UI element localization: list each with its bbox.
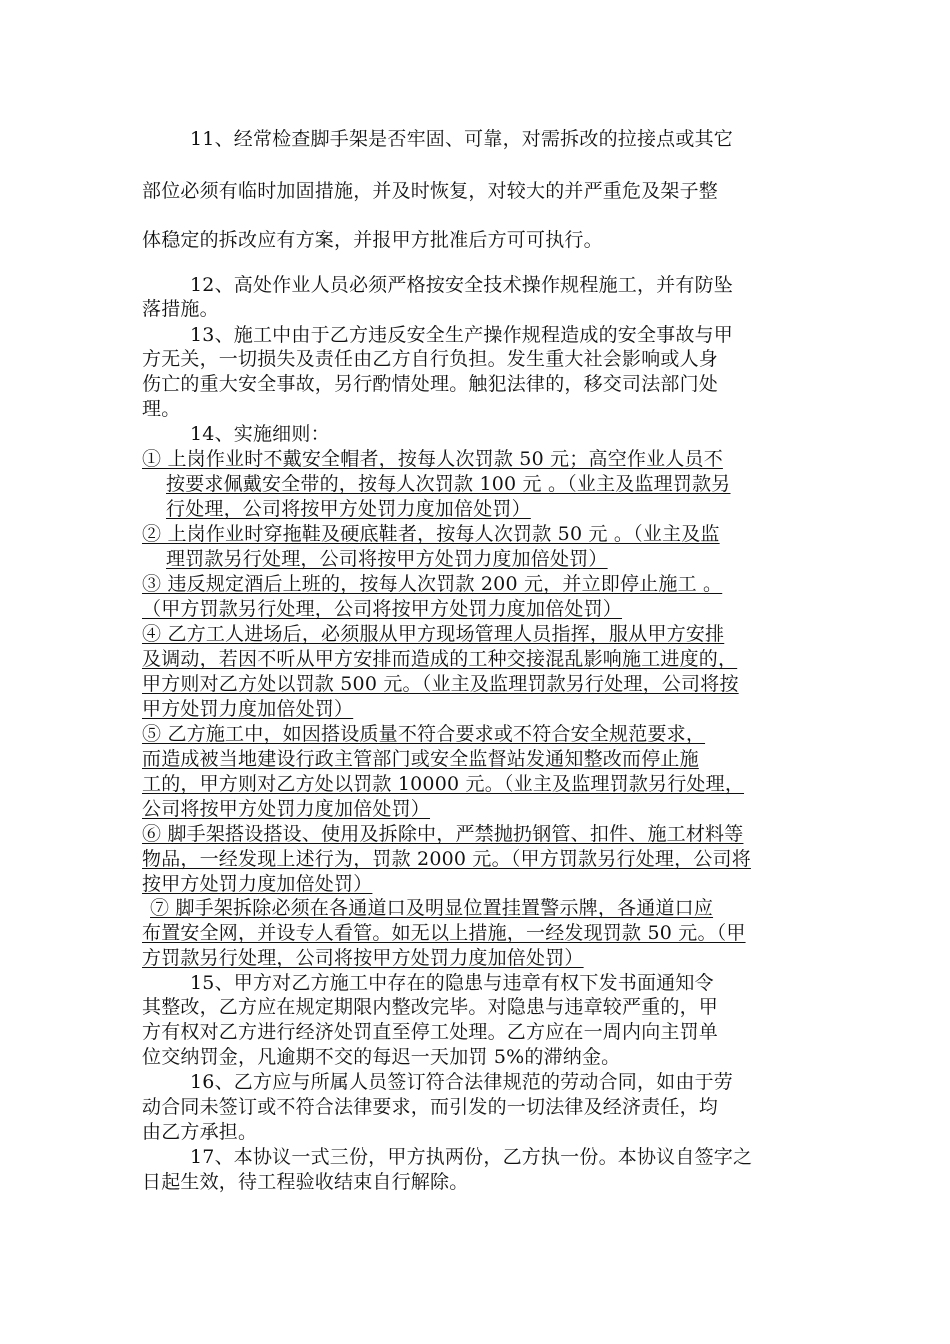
rule-4-line-1: ④ 乙方工人进场后，必须服从甲方现场管理人员指挥，服从甲方安排 <box>142 623 725 645</box>
rule-5-line-3: 工的，甲方则对乙方处以罚款 10000 元。（业主及监理罚款另行处理， <box>142 773 745 795</box>
item-13-line-2: 方无关，一切损失及责任由乙方自行负担。发生重大社会影响或人身 <box>142 348 719 370</box>
rule-3-line-2: （甲方罚款另行处理，公司将按甲方处罚力度加倍处罚） <box>142 598 623 620</box>
rule-4-line-2: 及调动，若因不听从甲方安排而造成的工种交接混乱影响施工进度的， <box>142 648 738 670</box>
item-13-line-3: 伤亡的重大安全事故，另行酌情处理。触犯法律的，移交司法部门处 <box>142 373 719 395</box>
item-13-line-4: 理。 <box>142 398 181 420</box>
rule-1-line-1: ① 上岗作业时不戴安全帽者，按每人次罚款 50 元；高空作业人员不 <box>142 448 723 470</box>
item-16-line-1: 16、乙方应与所属人员签订符合法律规范的劳动合同，如由于劳 <box>190 1071 733 1093</box>
item-16-line-3: 由乙方承担。 <box>142 1121 258 1143</box>
rule-5-line-1: ⑤ 乙方施工中，如因搭设质量不符合要求或不符合安全规范要求， <box>142 723 706 745</box>
item-12-line-1: 12、高处作业人员必须严格按安全技术操作规程施工，并有防坠 <box>190 274 733 296</box>
rule-5-line-4: 公司将按甲方处罚力度加倍处罚） <box>142 798 431 820</box>
item-11-line-1: 11、经常检查脚手架是否牢固、可靠，对需拆改的拉接点或其它 <box>190 128 733 150</box>
item-15-line-2: 其整改，乙方应在规定期限内整改完毕。对隐患与违章较严重的，甲 <box>142 996 719 1018</box>
rule-5-line-2: 而造成被当地建设行政主管部门或安全监督站发通知整改而停止施 <box>142 748 699 770</box>
item-13-line-1: 13、施工中由于乙方违反安全生产操作规程造成的安全事故与甲 <box>190 324 733 346</box>
item-15-line-1: 15、甲方对乙方施工中存在的隐患与违章有权下发书面通知令 <box>190 972 714 994</box>
rule-6-line-2: 物品，一经发现上述行为，罚款 2000 元。（甲方罚款另行处理，公司将 <box>142 848 751 870</box>
rule-7-line-3: 方罚款另行处理，公司将按甲方处罚力度加倍处罚） <box>142 947 584 969</box>
rule-2-line-1: ② 上岗作业时穿拖鞋及硬底鞋者，按每人次罚款 50 元 。（业主及监 <box>142 523 720 545</box>
item-16-line-2: 动合同未签订或不符合法律要求，而引发的一切法律及经济责任，均 <box>142 1096 719 1118</box>
rule-3-line-1: ③ 违反规定酒后上班的，按每人次罚款 200 元，并立即停止施工 。 <box>142 573 723 595</box>
rule-1-line-3: 行处理，公司将按甲方处罚力度加倍处罚） <box>166 498 531 520</box>
item-15-line-3: 方有权对乙方进行经济处罚直至停工处理。乙方应在一周内向主罚单 <box>142 1021 719 1043</box>
item-14-heading: 14、实施细则： <box>190 423 330 445</box>
item-11-line-3: 体稳定的拆改应有方案，并报甲方批准后方可可执行。 <box>142 229 603 251</box>
rule-1-line-2: 按要求佩戴安全带的，按每人次罚款 100 元 。（业主及监理罚款另 <box>166 473 731 495</box>
item-17-line-2: 日起生效，待工程验收结束自行解除。 <box>142 1171 469 1193</box>
rule-4-line-4: 甲方处罚力度加倍处罚） <box>142 698 354 720</box>
rule-7-line-1: ⑦ 脚手架拆除必须在各通道口及明显位置挂置警示牌，各通道口应 <box>150 897 714 919</box>
item-11-line-2: 部位必须有临时加固措施，并及时恢复，对较大的并严重危及架子整 <box>142 180 719 202</box>
rule-7-line-2: 布置安全网，并设专人看管。如无以上措施，一经发现罚款 50 元。（甲 <box>142 922 746 944</box>
item-12-line-2: 落措施。 <box>142 298 219 320</box>
rule-6-line-3: 按甲方处罚力度加倍处罚） <box>142 873 373 895</box>
rule-4-line-3: 甲方则对乙方处以罚款 500 元。（业主及监理罚款另行处理，公司将按 <box>142 673 739 695</box>
item-17-line-1: 17、本协议一式三份，甲方执两份，乙方执一份。本协议自签字之 <box>190 1146 753 1168</box>
rule-2-line-2: 理罚款另行处理，公司将按甲方处罚力度加倍处罚） <box>166 548 608 570</box>
rule-6-line-1: ⑥ 脚手架搭设搭设、使用及拆除中，严禁抛扔钢管、扣件、施工材料等 <box>142 823 744 845</box>
item-15-line-4: 位交纳罚金，凡逾期不交的每迟一天加罚 5%的滞纳金。 <box>142 1046 621 1068</box>
